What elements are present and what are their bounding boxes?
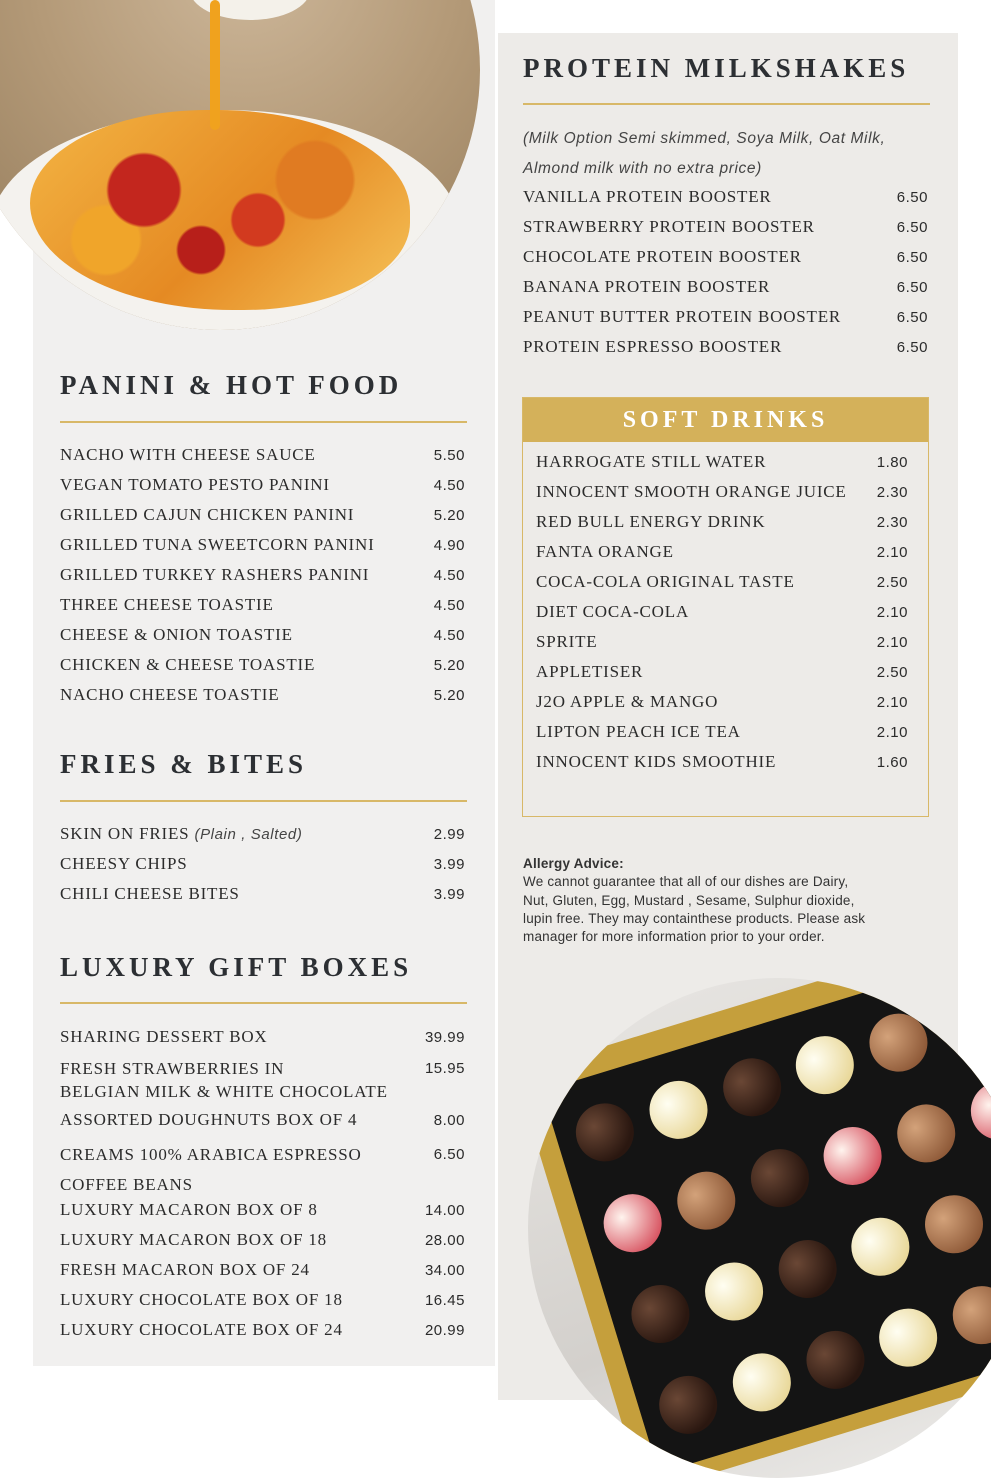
truffle [844,1210,916,1282]
menu-item: LIPTON PEACH ICE TEA 2.10 [536,722,908,752]
menu-item: VANILLA PROTEIN BOOSTER 6.50 [523,187,928,217]
menu-item: ASSORTED DOUGHNUTS BOX OF 4 8.00 [60,1110,465,1140]
menu-item: CHOCOLATE PROTEIN BOOSTER 6.50 [523,247,928,277]
menu-item: FRESH MACARON BOX OF 24 34.00 [60,1260,465,1290]
truffle [725,1346,797,1418]
truffle [624,1277,696,1349]
milkshakes-list [523,187,928,367]
menu-item: INNOCENT SMOOTH ORANGE JUICE 2.30 [536,482,908,512]
truffle [771,1232,843,1304]
menu-item: RED BULL ENERGY DRINK 2.30 [536,512,908,542]
panini-list [60,445,465,715]
menu-item: GRILLED CAJUN CHICKEN PANINI 5.20 [60,505,465,535]
menu-item: CHEESY CHIPS 3.99 [60,854,465,884]
truffle [890,1097,962,1169]
menu-item: FRESH STRAWBERRIES IN BELGIAN MILK & WHITE CHOCOLATE 15.95 [60,1057,465,1110]
milkshakes-rule [523,103,930,105]
truffle [872,1301,944,1373]
chocolate-box-photo [528,978,991,1478]
truffle [935,983,991,1055]
truffle [597,1186,669,1258]
menu-item: PEANUT BUTTER PROTEIN BOOSTER 6.50 [523,307,928,337]
menu-item: NACHO WITH CHEESE SAUCE 5.50 [60,445,465,475]
menu-item: CREAMS 100% ARABICA ESPRESSO COFFEE BEANS 6.50 [60,1140,465,1200]
cheese-sauce-pour [210,0,220,130]
menu-item: PROTEIN ESPRESSO BOOSTER 6.50 [523,337,928,367]
menu-item: LUXURY MACARON BOX OF 18 28.00 [60,1230,465,1260]
truffle [862,1006,934,1078]
truffle [789,1028,861,1100]
menu-item: COCA-COLA ORIGINAL TASTE 2.50 [536,572,908,602]
menu-item: LUXURY CHOCOLATE BOX OF 18 16.45 [60,1290,465,1320]
menu-item: THREE CHEESE TOASTIE 4.50 [60,595,465,625]
menu-item: SKIN ON FRIES (Plain , Salted) 2.99 [60,824,465,854]
fries-list [60,824,465,914]
menu-item: DIET COCA-COLA 2.10 [536,602,908,632]
panini-heading: PANINI & HOT FOOD [60,370,402,401]
truffle [945,1278,991,1350]
milkshakes-heading: PROTEIN MILKSHAKES [523,53,909,84]
allergy-advice: Allergy Advice: We cannot guarantee that all of our dishes are Dairy, Nut, Gluten, Egg, Mustard , Sesame, Sulphur dioxide, lupin free. They may containthese products. Please ask manager for more information prior to your order. [523,855,943,946]
truffle [799,1323,871,1395]
menu-item: CHICKEN & CHEESE TOASTIE 5.20 [60,655,465,685]
nacho-photo [0,0,480,330]
menu-item: CHEESE & ONION TOASTIE 4.50 [60,625,465,655]
panini-rule [60,421,467,423]
milk-options-note: (Milk Option Semi skimmed, Soya Milk, Oat Milk, Almond milk with no extra price) [523,124,943,184]
gift-list [60,1027,465,1350]
truffle [569,1096,641,1168]
truffle [817,1119,889,1191]
menu-item: GRILLED TURKEY RASHERS PANINI 4.50 [60,565,465,595]
truffle [670,1164,742,1236]
menu-item: INNOCENT KIDS SMOOTHIE 1.60 [536,752,908,782]
soft-drinks-list [536,452,908,782]
truffle [715,1051,787,1123]
truffle [642,1073,714,1145]
fries-heading: FRIES & BITES [60,749,307,780]
soft-drinks-header [523,398,928,442]
truffle [652,1368,724,1440]
menu-item: J2O APPLE & MANGO 2.10 [536,692,908,722]
truffle [963,1074,991,1146]
soft-drinks-box [522,397,929,817]
menu-item: APPLETISER 2.50 [536,662,908,692]
gift-rule [60,1002,467,1004]
menu-item: GRILLED TUNA SWEETCORN PANINI 4.90 [60,535,465,565]
menu-item: BANANA PROTEIN BOOSTER 6.50 [523,277,928,307]
truffle [698,1255,770,1327]
item-note: (Plain , Salted) [194,826,302,843]
menu-item: SPRITE 2.10 [536,632,908,662]
menu-item: LUXURY MACARON BOX OF 8 14.00 [60,1200,465,1230]
soft-drinks-heading: SOFT DRINKS [623,407,829,434]
truffle [743,1142,815,1214]
menu-item: STRAWBERRY PROTEIN BOOSTER 6.50 [523,217,928,247]
menu-item: SHARING DESSERT BOX 39.99 [60,1027,465,1057]
allergy-title: Allergy Advice: [523,855,943,873]
menu-item: VEGAN TOMATO PESTO PANINI 4.50 [60,475,465,505]
truffle [918,1188,990,1260]
sauce-cup [190,0,310,20]
menu-item: FANTA ORANGE 2.10 [536,542,908,572]
gift-heading: LUXURY GIFT BOXES [60,952,412,983]
menu-item: NACHO CHEESE TOASTIE 5.20 [60,685,465,715]
menu-item: LUXURY CHOCOLATE BOX OF 24 20.99 [60,1320,465,1350]
fries-rule [60,800,467,802]
menu-item: HARROGATE STILL WATER 1.80 [536,452,908,482]
menu-item: CHILI CHEESE BITES 3.99 [60,884,465,914]
